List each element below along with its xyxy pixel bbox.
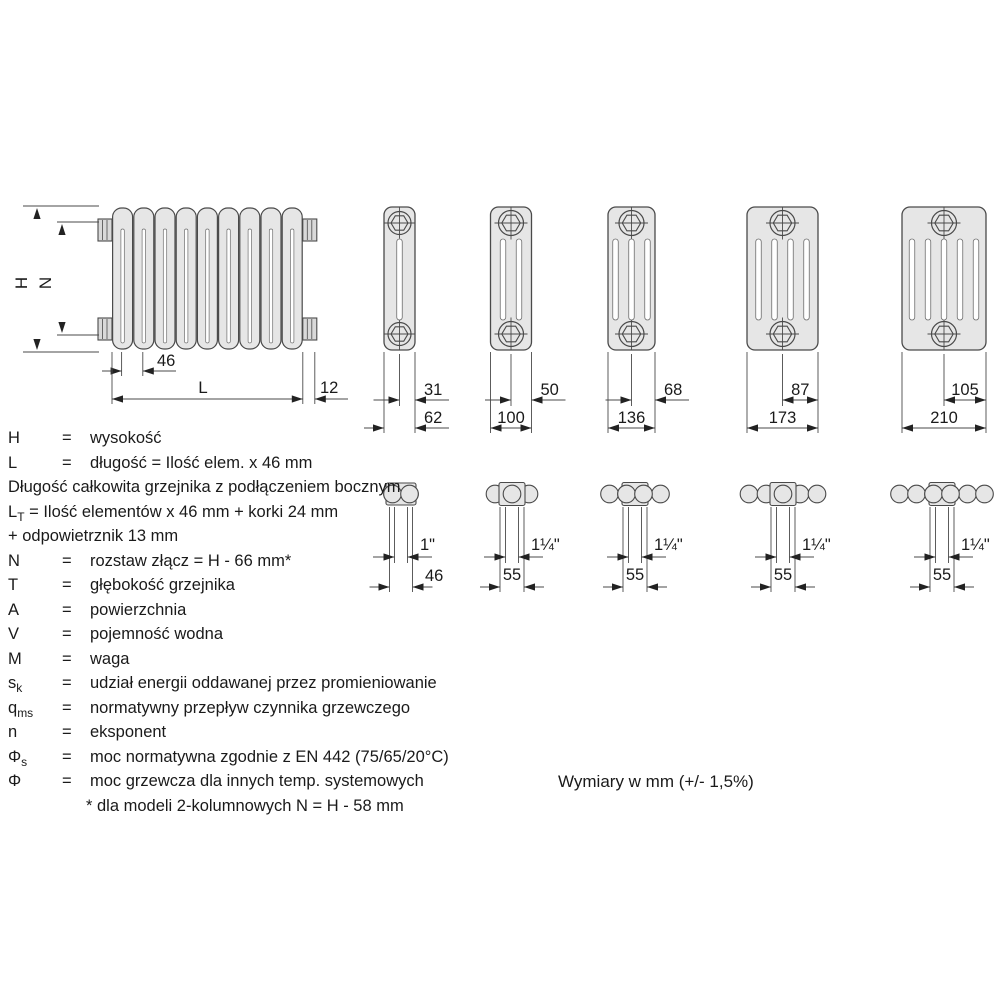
legend-text: powierzchnia <box>90 600 187 619</box>
dim-depth: 210 <box>930 409 958 427</box>
dim-height: H <box>12 276 31 290</box>
legend-text: udział energii oddawanej przez promieniowanie <box>90 674 437 692</box>
front-view <box>12 206 348 404</box>
cross-section-4-column <box>606 207 690 434</box>
legend-text: + odpowietrznik 13 mm <box>8 527 179 545</box>
equals-sign: = <box>62 576 72 594</box>
legend-row <box>8 794 404 819</box>
dim-depth: 62 <box>424 409 443 427</box>
dim-half-depth: 68 <box>664 381 683 399</box>
dim-thread: 1¼" <box>802 536 831 554</box>
dimensions-note: Wymiary w mm (+/- 1,5%) <box>558 772 754 791</box>
dim-depth: 173 <box>768 409 797 427</box>
legend-row: $s_k$ = udział energii oddawanej przez promieniowanie <box>8 671 388 696</box>
legend-row: L = długość = Ilość elem. x 46 mm <box>8 451 388 476</box>
top-view-3-column <box>480 483 560 593</box>
legend-text: wysokość <box>90 429 162 447</box>
legend-text: eksponent <box>90 723 167 741</box>
cross-section-2-column <box>364 207 449 433</box>
equals-sign: = <box>62 453 72 472</box>
equals-sign: = <box>62 649 72 668</box>
top-view-6-column <box>891 483 994 593</box>
equals-sign: = <box>62 625 72 643</box>
legend-row: H = wysokość <box>8 426 388 451</box>
legend-row: V = pojemność wodna <box>8 622 388 647</box>
cross-section-5-column <box>747 207 818 434</box>
legend-row: $L_T$ = Ilość elementów x 46 mm + korki 24 mm <box>8 502 339 524</box>
legend-row: $\Phi_s$ = moc normatywna zgodnie z EN 442 (75/65/20°C) <box>8 745 388 770</box>
equals-sign: = <box>62 723 72 741</box>
dim-hub-width: 55 <box>773 566 793 584</box>
legend-text: waga <box>90 649 130 668</box>
dim-thread: 1" <box>420 536 436 554</box>
equals-sign: = <box>62 698 72 717</box>
legend-text: długość = Ilość elem. x 46 mm <box>90 453 313 472</box>
dim-hub-width: 55 <box>932 566 952 584</box>
dim-depth: 136 <box>617 409 646 427</box>
equals-sign: = <box>62 674 72 692</box>
top-view-5-column <box>740 483 831 593</box>
dim-hub-width: 55 <box>625 566 645 584</box>
legend-row: Φ = moc grzewcza dla innych temp. systemowych <box>8 769 388 794</box>
legend-row <box>8 475 401 500</box>
legend-row: M = waga <box>8 647 388 672</box>
cross-section-3-column <box>485 207 566 434</box>
dim-half-depth: 87 <box>791 381 810 399</box>
dim-thread: 1¼" <box>961 536 990 554</box>
legend-text: * dla modeli 2-kolumnowych N = H - 58 mm <box>86 796 404 815</box>
equals-sign: = <box>62 747 72 766</box>
legend-text: moc normatywna zgodnie z EN 442 (75/65/20°C) <box>90 747 449 766</box>
dim-hub-width: 55 <box>502 566 522 584</box>
dim-thread: 1¼" <box>531 536 560 554</box>
dim-element-pitch: 46 <box>157 352 176 370</box>
dim-thread: 1¼" <box>654 536 683 554</box>
legend-text: pojemność wodna <box>90 625 223 643</box>
legend-text: Długość całkowita grzejnika z podłączeniem bocznym <box>8 478 401 496</box>
legend-row: n = eksponent <box>8 720 388 745</box>
legend-row: T = głębokość grzejnika <box>8 573 388 598</box>
dim-length: L <box>198 378 208 397</box>
legend-row: $q_{ms}$ = normatywny przepływ czynnika grzewczego <box>8 696 388 721</box>
dim-depth: 100 <box>497 409 525 427</box>
dim-half-depth: 31 <box>424 381 443 399</box>
equals-sign: = <box>62 429 72 447</box>
dim-connection-spacing: N <box>36 276 55 290</box>
legend-text: normatywny przepływ czynnika grzewczego <box>90 698 411 717</box>
legend-row: A = powierzchnia <box>8 598 388 623</box>
dim-hub-width: 46 <box>425 567 444 585</box>
legend-row <box>8 524 388 549</box>
legend-text: głębokość grzejnika <box>90 576 235 594</box>
symbol-legend <box>8 426 449 818</box>
cross-section-6-column <box>902 207 986 434</box>
legend-text: moc grzewcza dla innych temp. systemowych <box>90 772 424 790</box>
dim-end-cap: 12 <box>320 379 339 397</box>
legend-row: N = rozstaw złącz = H - 66 mm* <box>8 549 388 574</box>
dim-half-depth: 105 <box>951 381 979 399</box>
equals-sign: = <box>62 600 72 619</box>
top-view-4-column <box>601 483 683 593</box>
legend-text: rozstaw złącz = H - 66 mm* <box>90 551 292 570</box>
equals-sign: = <box>62 551 72 570</box>
equals-sign: = <box>62 772 72 790</box>
dim-half-depth: 50 <box>540 381 559 399</box>
